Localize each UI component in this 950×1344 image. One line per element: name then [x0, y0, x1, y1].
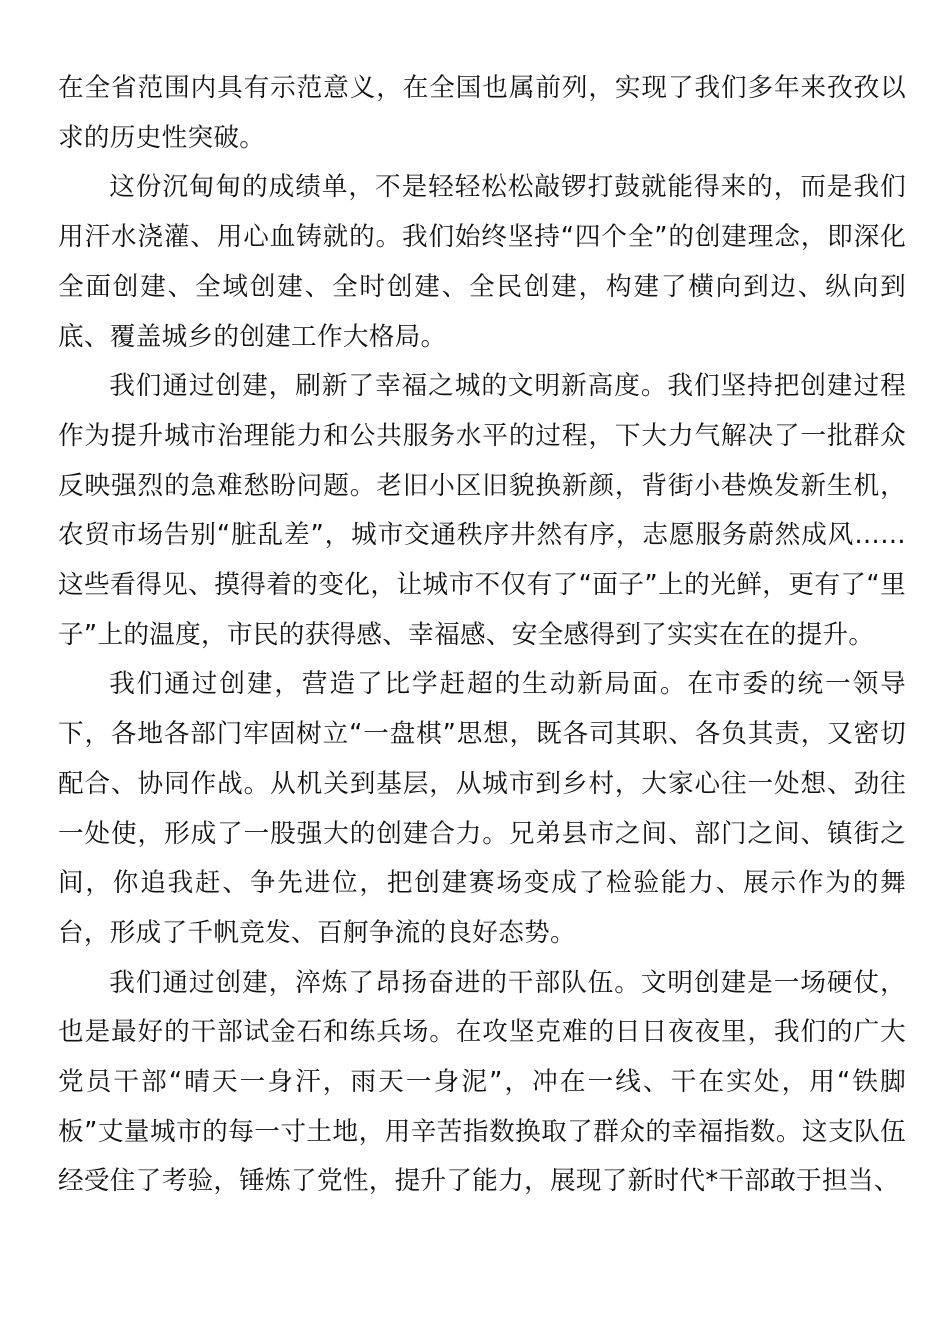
paragraph-2: 这份沉甸甸的成绩单，不是轻轻松松敲锣打鼓就能得来的，而是我们用汗水浇灌、用心血铸就的。我们始终坚持“四个全”的创建理念，即深化全面创建、全域创建、全时创建、全民创建，构建了横向到边、纵向到底、覆盖城乡的创建工作大格局。 — [58, 172, 906, 352]
paragraph-3: 我们通过创建，刷新了幸福之城的文明新高度。我们坚持把创建过程作为提升城市治理能力和公共服务水平的过程，下大力气解决了一批群众反映强烈的急难愁盼问题。老旧小区旧貌换新颜，背街小巷焕发新生机，农贸市场告别“脏乱差”，城市交通秩序井然有序，志愿服务蔚然成风……这些看得见、摸得着的变化，让城市不仅有了“面子”上的光鲜，更有了“里子”上的温度，市民的获得感、幸福感、安全感得到了实实在在的提升。 — [58, 371, 906, 650]
paragraph-1: 在全省范围内具有示范意义，在全国也属前列，实现了我们多年来孜孜以求的历史性突破。 — [58, 73, 906, 153]
paragraph-4: 我们通过创建，营造了比学赶超的生动新局面。在市委的统一领导下，各地各部门牢固树立“一盘棋”思想，既各司其职、各负其责，又密切配合、协同作战。从机关到基层，从城市到乡村，大家心往一处想、劲往一处使，形成了一股强大的创建合力。兄弟县市之间、部门之间、镇街之间，你追我赶、争先进位，把创建赛场变成了检验能力、展示作为的舞台，形成了千帆竞发、百舸争流的良好态势。 — [58, 669, 906, 948]
document-body — [58, 64, 906, 1207]
paragraph-5: 我们通过创建，淬炼了昂扬奋进的干部队伍。文明创建是一场硬仗，也是最好的干部试金石和练兵场。在攻坚克难的日日夜夜里，我们的广大党员干部“晴天一身汗，雨天一身泥”，冲在一线、干在实处，用“铁脚板”丈量城市的每一寸土地，用辛苦指数换取了群众的幸福指数。这支队伍经受住了考验，锤炼了党性，提升了能力，展现了新时代*干部敢于担当、 — [58, 967, 906, 1197]
